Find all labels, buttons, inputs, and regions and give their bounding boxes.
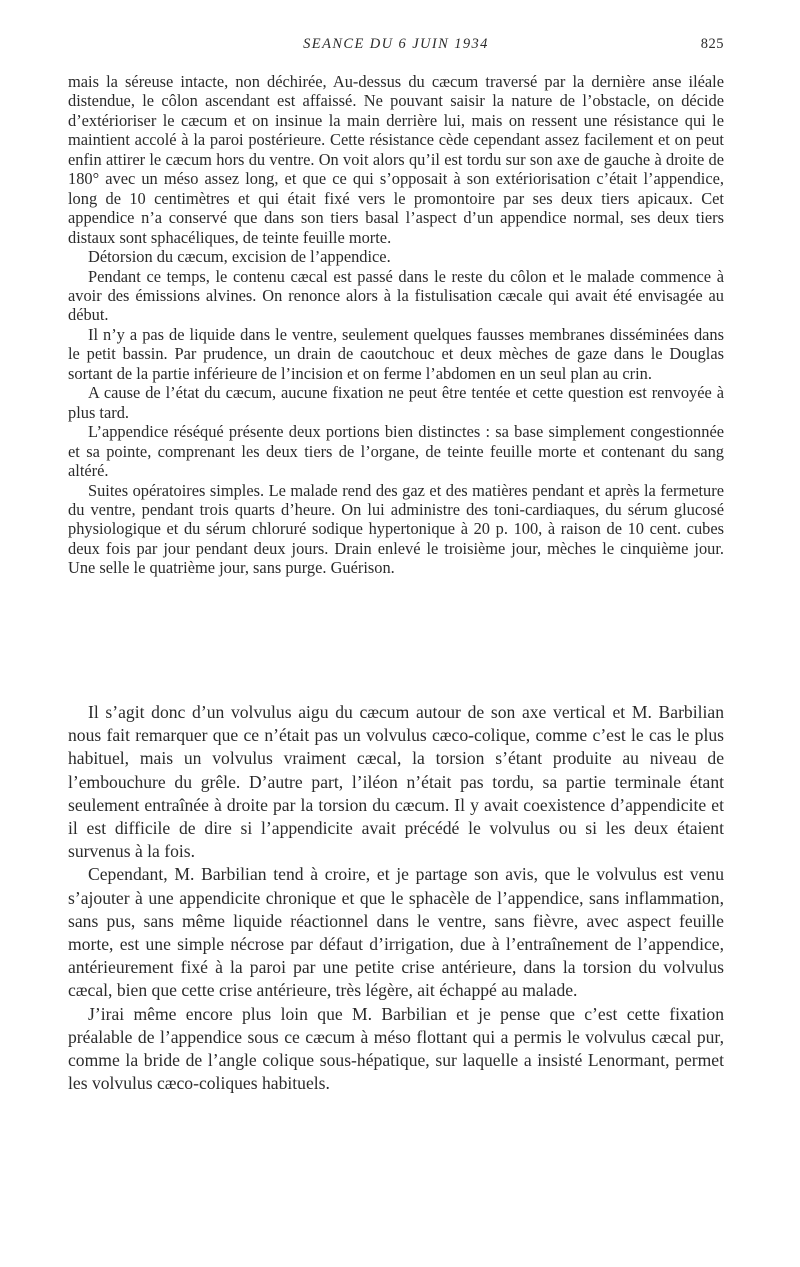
running-head-title: SEANCE DU 6 JUIN 1934 (303, 36, 489, 52)
case-report-paragraph: mais la séreuse intacte, non déchirée, Au-dessus du cæcum traversé par la dernière anse iléale distendue, le côlon ascendant est affaissé. Ne pouvant saisir la nature de l’obstacle, on décide d’extérioriser le cæcum et on insinue la main derrière lui, mais on ressent une résistance qui le maintient accolé à la paroi postérieure. Cette résistance cède cependant assez facilement et on peut enfin attirer le cæcum hors du ventre. On voit alors qu’il est tordu sur son axe de gauche à droite de 180° avec un méso assez long, et que ce qui s’opposait à son extériorisation c’était l’appendice, long de 10 centimètres et qui était fixé vers le promontoire par ses deux tiers apicaux. Cet appendice n’a conservé que dans son tiers basal l’aspect d’un appendice normal, ses deux tiers distaux sont sphacéliques, de teinte feuille morte. (68, 72, 724, 247)
running-head (68, 36, 724, 56)
commentary-paragraph: Cependant, M. Barbilian tend à croire, et je partage son avis, que le volvulus est venu s’ajouter à une appendicite chronique et que le sphacèle de l’appendice, sans inflammation, sans pus, sans même liquide réactionnel dans le ventre, sans fièvre, avec aspect feuille morte, est une simple nécrose par défaut d’irrigation, due à l’entraînement de l’appendice, antérieurement fixé à la paroi par une petite crise antérieure, dans la torsion du volvulus cæcal, bien que cette crise antérieure, très légère, ait échappé au malade. (68, 864, 724, 1001)
case-report-text (68, 72, 724, 578)
case-report-paragraph: A cause de l’état du cæcum, aucune fixation ne peut être tentée et cette question est renvoyée à plus tard. (68, 383, 724, 422)
commentary-paragraph: Il s’agit donc d’un volvulus aigu du cæcum autour de son axe vertical et M. Barbilian nous fait remarquer que ce n’était pas un volvulus cæco-colique, comme c’est le cas le plus habituel, mais un volvulus vraiment cæcal, la torsion s’étant produite au niveau de l’embouchure du grêle. D’autre part, l’iléon n’était pas tordu, sa partie terminale étant seulement entraînée à droite par la torsion du cæcum. Il y avait coexistence d’appendicite et il est difficile de dire si l’appendicite avait précédé le volvulus ou si les deux étaient survenus à la fois. (68, 702, 724, 862)
page-number: 825 (700, 36, 724, 52)
commentary-text (68, 701, 724, 1095)
case-report-paragraph: Suites opératoires simples. Le malade rend des gaz et des matières pendant et après la fermeture du ventre, pendant trois quarts d’heure. On lui administre des toni-cardiaques, du sérum glucosé physiologique et du sérum chloruré sodique hypertonique à 20 p. 100, à raison de 10 cent. cubes deux fois par jour pendant deux jours. Drain enlevé le troisième jour, mèches le cinquième jour. Une selle le quatrième jour, sans purge. Guérison. (68, 480, 724, 578)
case-report-paragraph: Détorsion du cæcum, excision de l’appendice. (88, 247, 391, 267)
commentary-paragraph: J’irai même encore plus loin que M. Barbilian et je pense que c’est cette fixation préalable de l’appendice sous ce cæcum à méso flottant qui a permis le volvulus cæcal pur, comme la bride de l’angle colique sous-hépatique, sur laquelle a insisté Lenormant, permet les volvulus cæco-coliques habituels. (68, 1003, 724, 1094)
case-report-paragraph: L’appendice réséqué présente deux portions bien distinctes : sa base simplement congestionnée et sa pointe, comprenant les deux tiers de l’organe, de teinte feuille morte et contenant du sang altéré. (68, 422, 724, 481)
case-report-paragraph: Pendant ce temps, le contenu cæcal est passé dans le reste du côlon et le malade commence à avoir des émissions alvines. On renonce alors à la fistulisation cæcale qui avait été envisagée au début. (68, 266, 724, 325)
case-report-paragraph: Il n’y a pas de liquide dans le ventre, seulement quelques fausses membranes disséminées dans le petit bassin. Par prudence, un drain de caoutchouc et deux mèches de gaze dans le Douglas sortant de la partie inférieure de l’incision et on ferme l’abdomen en un seul plan au crin. (68, 324, 724, 383)
